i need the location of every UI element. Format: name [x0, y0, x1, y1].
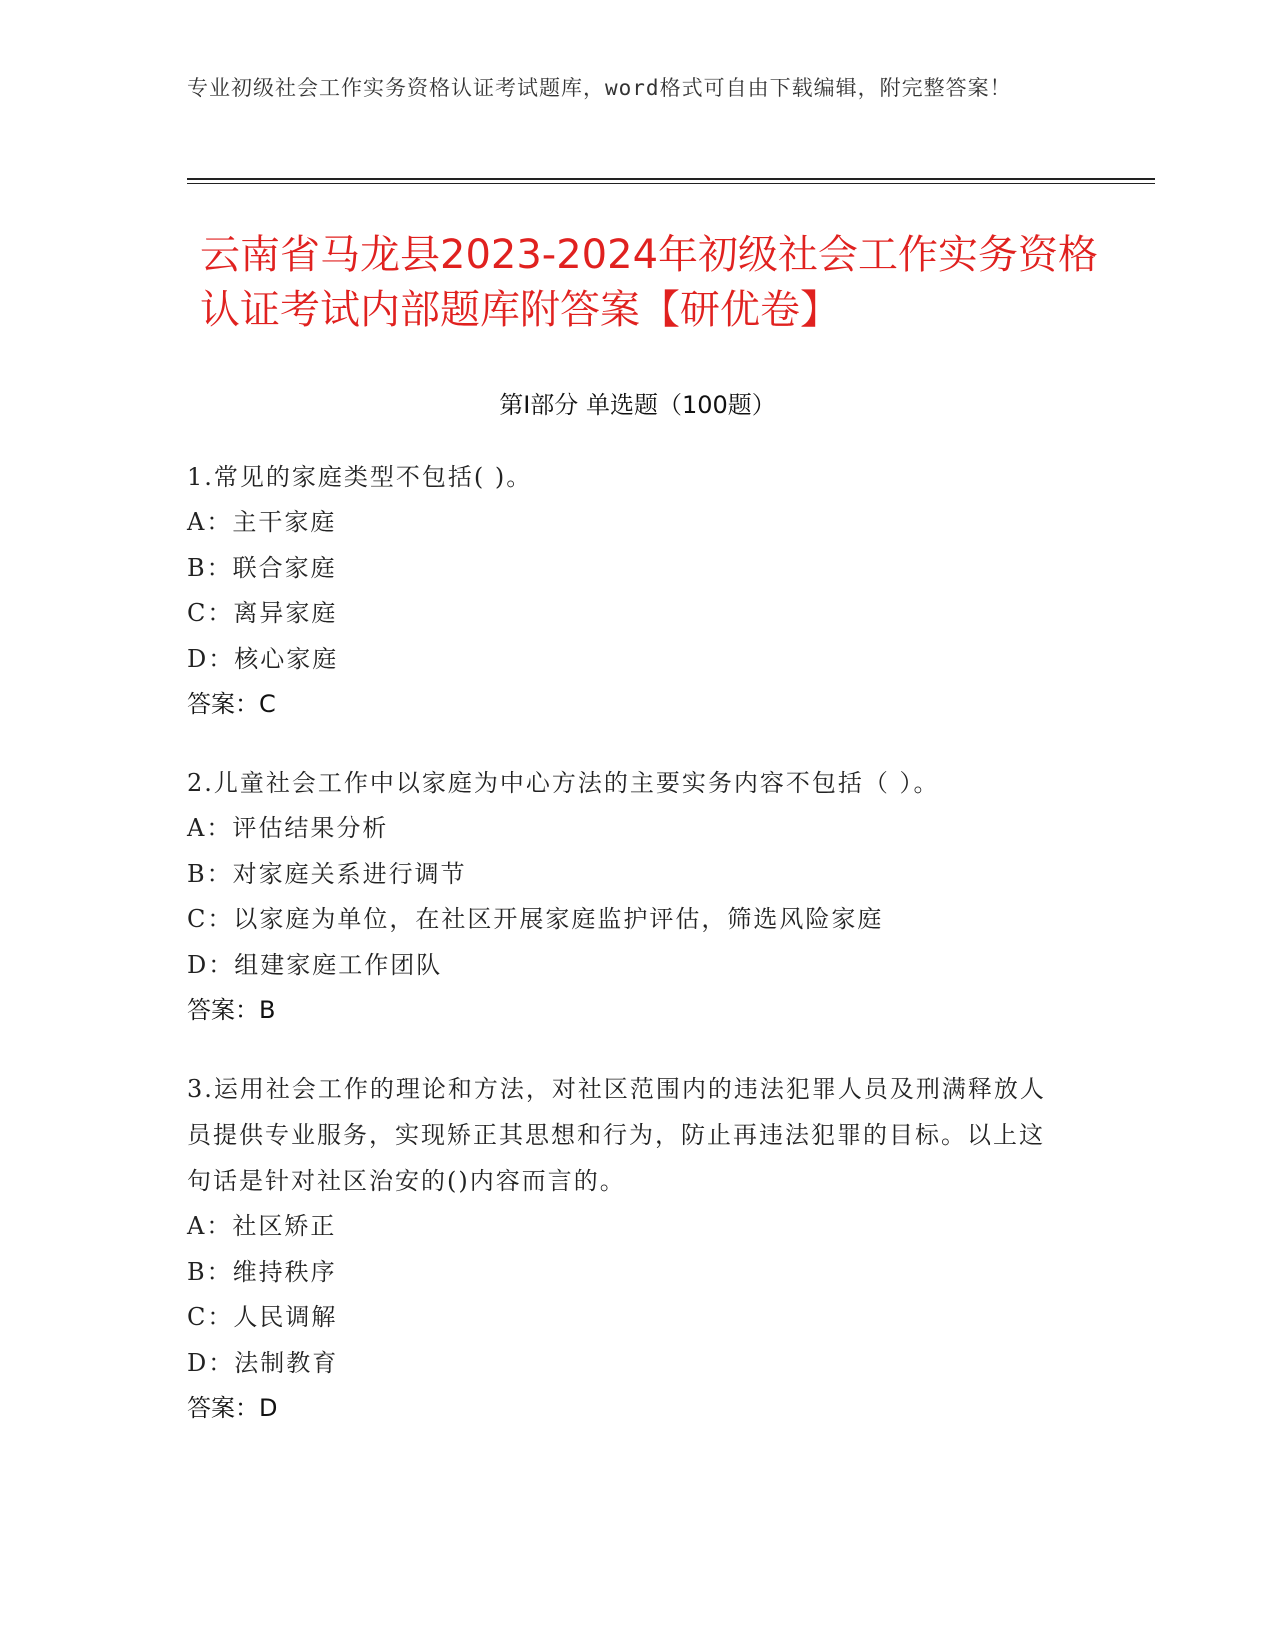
option-c: C：以家庭为单位，在社区开展家庭监护评估，筛选风险家庭 [187, 905, 884, 933]
option-d: D：法制教育 [187, 1348, 339, 1377]
option-c: C：人民调解 [187, 1303, 338, 1331]
option-d: D：组建家庭工作团队 [187, 950, 443, 979]
option-b: B：联合家庭 [187, 553, 337, 582]
answer: 答案：C [187, 690, 276, 718]
question-1 [187, 454, 1067, 727]
option-a: A：社区矫正 [187, 1212, 337, 1240]
question-stem: 3.运用社会工作的理论和方法，对社区范围内的违法犯罪人员及刑满释放人员提供专业服务，实现矫正其思想和行为，防止再违法犯罪的目标。以上这句话是针对社区治安的()内容而言的。 [187, 1075, 1046, 1195]
header-divider-thick [187, 178, 1155, 180]
option-a: A：主干家庭 [187, 508, 337, 536]
document-title: 云南省马龙县2023-2024年初级社会工作实务资格认证考试内部题库附答案【研优卷】 [200, 232, 1099, 333]
question-3 [187, 1066, 1067, 1431]
option-d: D：核心家庭 [187, 644, 339, 673]
answer: 答案：B [187, 996, 276, 1024]
question-stem: 2.儿童社会工作中以家庭为中心方法的主要实务内容不包括（ ）。 [187, 769, 940, 797]
header-divider-thin [187, 183, 1155, 184]
answer: 答案：D [187, 1394, 278, 1422]
question-stem: 1.常见的家庭类型不包括( )。 [187, 463, 533, 491]
option-b: B：维持秩序 [187, 1257, 337, 1286]
option-c: C：离异家庭 [187, 599, 338, 627]
option-b: B：对家庭关系进行调节 [187, 859, 467, 888]
section-heading: 第Ⅰ部分 单选题（100题） [499, 391, 776, 419]
question-2 [187, 760, 1067, 1033]
header-note: 专业初级社会工作实务资格认证考试题库，word格式可自由下载编辑，附完整答案！ [187, 76, 1012, 100]
option-a: A：评估结果分析 [187, 814, 389, 842]
